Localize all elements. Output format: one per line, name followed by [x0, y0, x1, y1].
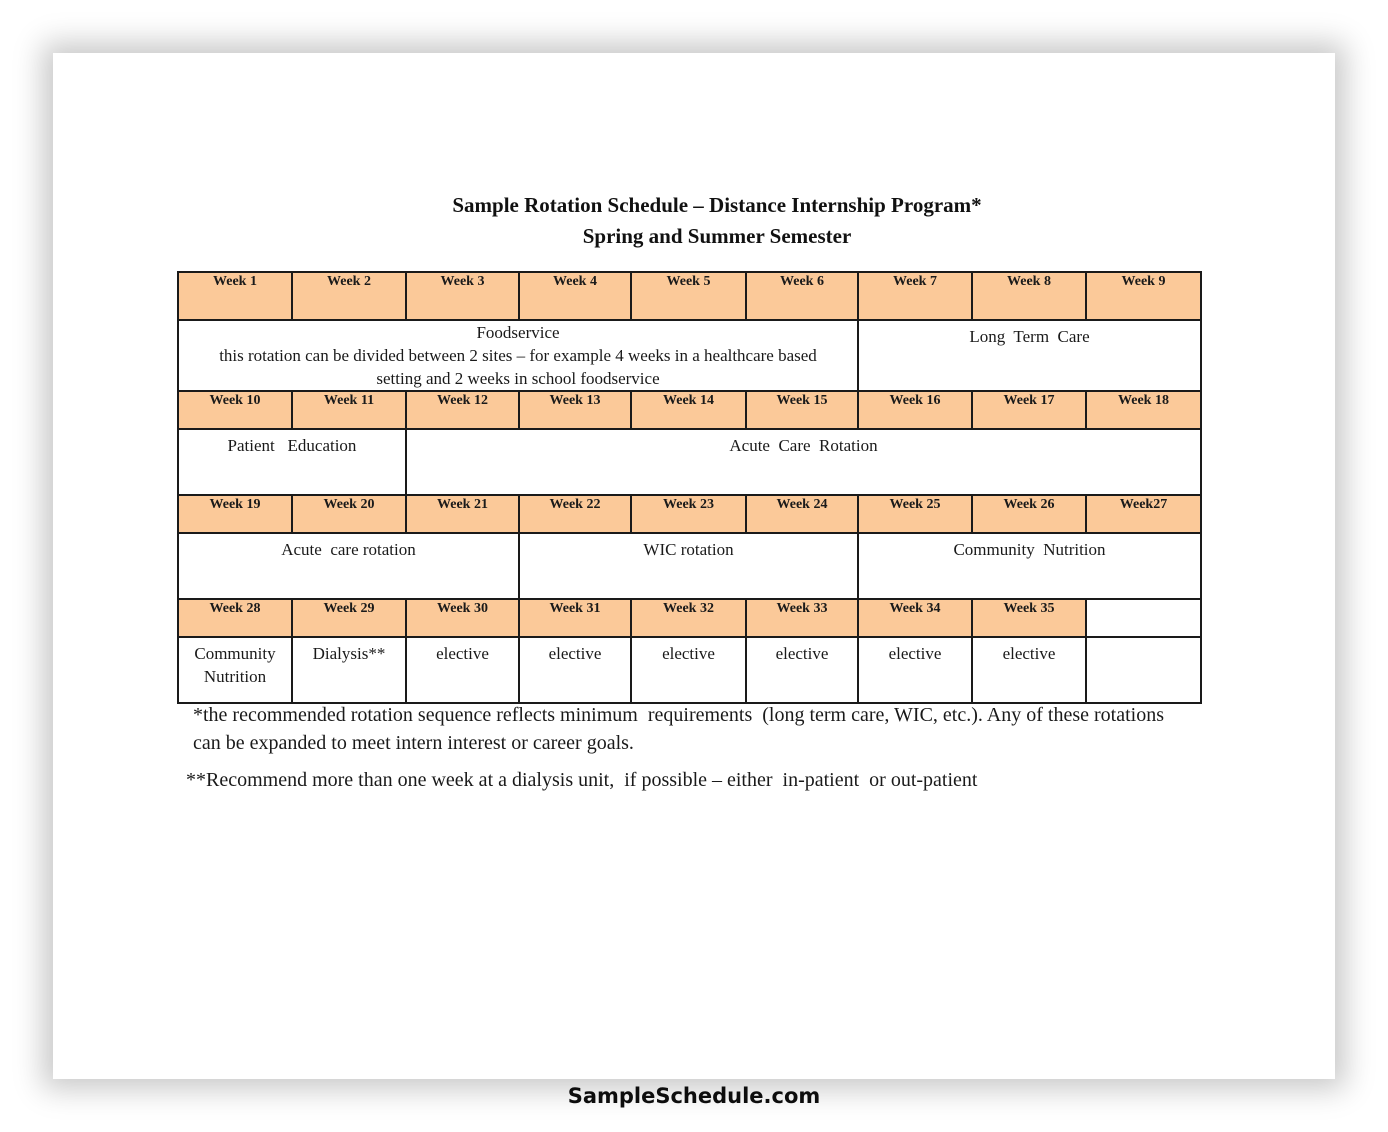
week-cell: Week 3	[406, 272, 519, 320]
week-cell: Week 30	[406, 599, 519, 637]
week-cell: Week 23	[631, 495, 746, 533]
week-cell: Week 10	[178, 391, 292, 429]
rotation-note: setting and 2 weeks in school foodservice	[376, 369, 660, 388]
week-header-row	[178, 599, 1201, 637]
empty-week-cell	[1086, 599, 1201, 637]
rotation-label: Long Term Care	[969, 327, 1090, 346]
rotation-label: Acute Care Rotation	[729, 436, 878, 455]
rotation-wic	[519, 533, 858, 599]
rotation-row	[178, 637, 1201, 703]
rotation-label: Community Nutrition	[953, 540, 1106, 559]
week-header-row	[178, 495, 1201, 533]
week-cell: Week 31	[519, 599, 631, 637]
week-cell: Week 24	[746, 495, 858, 533]
rotation-elective	[858, 637, 972, 703]
week-cell: Week 6	[746, 272, 858, 320]
rotation-label: Patient Education	[227, 436, 357, 455]
week-header-row	[178, 391, 1201, 429]
week-cell: Week 22	[519, 495, 631, 533]
rotation-long-term-care	[858, 320, 1201, 391]
rotation-label: elective	[436, 644, 489, 663]
rotation-note: this rotation can be divided between 2 sites – for example 4 weeks in a healthcare based	[219, 346, 817, 365]
rotation-label: elective	[888, 644, 942, 663]
week-cell: Week 32	[631, 599, 746, 637]
footnote-1-line-2: can be expanded to meet intern interest or career goals.	[193, 732, 634, 754]
week-cell: Week 13	[519, 391, 631, 429]
rotation-label: elective	[1002, 644, 1056, 663]
rotation-acute-care-2	[178, 533, 519, 599]
rotation-label: elective	[775, 644, 829, 663]
rotation-patient-education	[178, 429, 406, 495]
rotation-row	[178, 533, 1201, 599]
rotation-label: Acute care rotation	[281, 540, 416, 559]
rotation-elective	[631, 637, 746, 703]
rotation-label: WIC rotation	[643, 540, 734, 559]
rotation-label: Dialysis**	[312, 644, 386, 663]
week-cell: Week 16	[858, 391, 972, 429]
rotation-acute-care	[406, 429, 1201, 495]
rotation-elective	[972, 637, 1086, 703]
week-cell: Week 9	[1086, 272, 1201, 320]
week-cell: Week 4	[519, 272, 631, 320]
footnote-1	[193, 701, 1253, 757]
rotation-label: Foodservice	[476, 323, 560, 342]
week-cell: Week 18	[1086, 391, 1201, 429]
week-cell: Week 8	[972, 272, 1086, 320]
rotation-label: elective	[548, 644, 602, 663]
rotation-row	[178, 320, 1201, 391]
week-cell: Week 5	[631, 272, 746, 320]
rotation-label: Nutrition	[203, 667, 267, 686]
footnote-2: **Recommend more than one week at a dialysis unit, if possible – either in-patient or out-patient	[186, 769, 978, 791]
week-cell: Week 28	[178, 599, 292, 637]
week-cell: Week 17	[972, 391, 1086, 429]
document-title-block	[0, 190, 1388, 252]
rotation-row	[178, 429, 1201, 495]
week-header-row	[178, 272, 1201, 320]
rotation-community-nutrition-2	[178, 637, 292, 703]
rotation-label: elective	[662, 644, 715, 663]
rotation-elective	[519, 637, 631, 703]
week-cell: Week 21	[406, 495, 519, 533]
week-cell: Week 33	[746, 599, 858, 637]
week-cell: Week 1	[178, 272, 292, 320]
week-cell: Week 29	[292, 599, 406, 637]
week-cell: Week 15	[746, 391, 858, 429]
week-cell: Week 12	[406, 391, 519, 429]
footnote-1-line-1: *the recommended rotation sequence reflects minimum requirements (long term care, WIC, etc.). Any of these rotations	[193, 704, 1164, 726]
document-subtitle: Spring and Summer Semester	[582, 224, 852, 248]
week-cell: Week 20	[292, 495, 406, 533]
rotation-elective	[406, 637, 519, 703]
week-cell: Week 25	[858, 495, 972, 533]
rotation-community-nutrition	[858, 533, 1201, 599]
week-cell: Week 35	[972, 599, 1086, 637]
week-cell: Week 34	[858, 599, 972, 637]
rotation-schedule-table	[177, 271, 1202, 704]
document-title: Sample Rotation Schedule – Distance Internship Program*	[452, 193, 982, 217]
week-cell: Week 11	[292, 391, 406, 429]
rotation-elective	[746, 637, 858, 703]
empty-rotation-cell	[1086, 637, 1201, 703]
week-cell: Week 26	[972, 495, 1086, 533]
week-cell: Week 14	[631, 391, 746, 429]
week-cell: Week27	[1086, 495, 1201, 533]
week-cell: Week 19	[178, 495, 292, 533]
week-cell: Week 7	[858, 272, 972, 320]
rotation-dialysis	[292, 637, 406, 703]
rotation-foodservice	[178, 320, 858, 391]
rotation-label: Community	[194, 644, 276, 663]
watermark: SampleSchedule.com	[567, 1084, 821, 1108]
week-cell: Week 2	[292, 272, 406, 320]
